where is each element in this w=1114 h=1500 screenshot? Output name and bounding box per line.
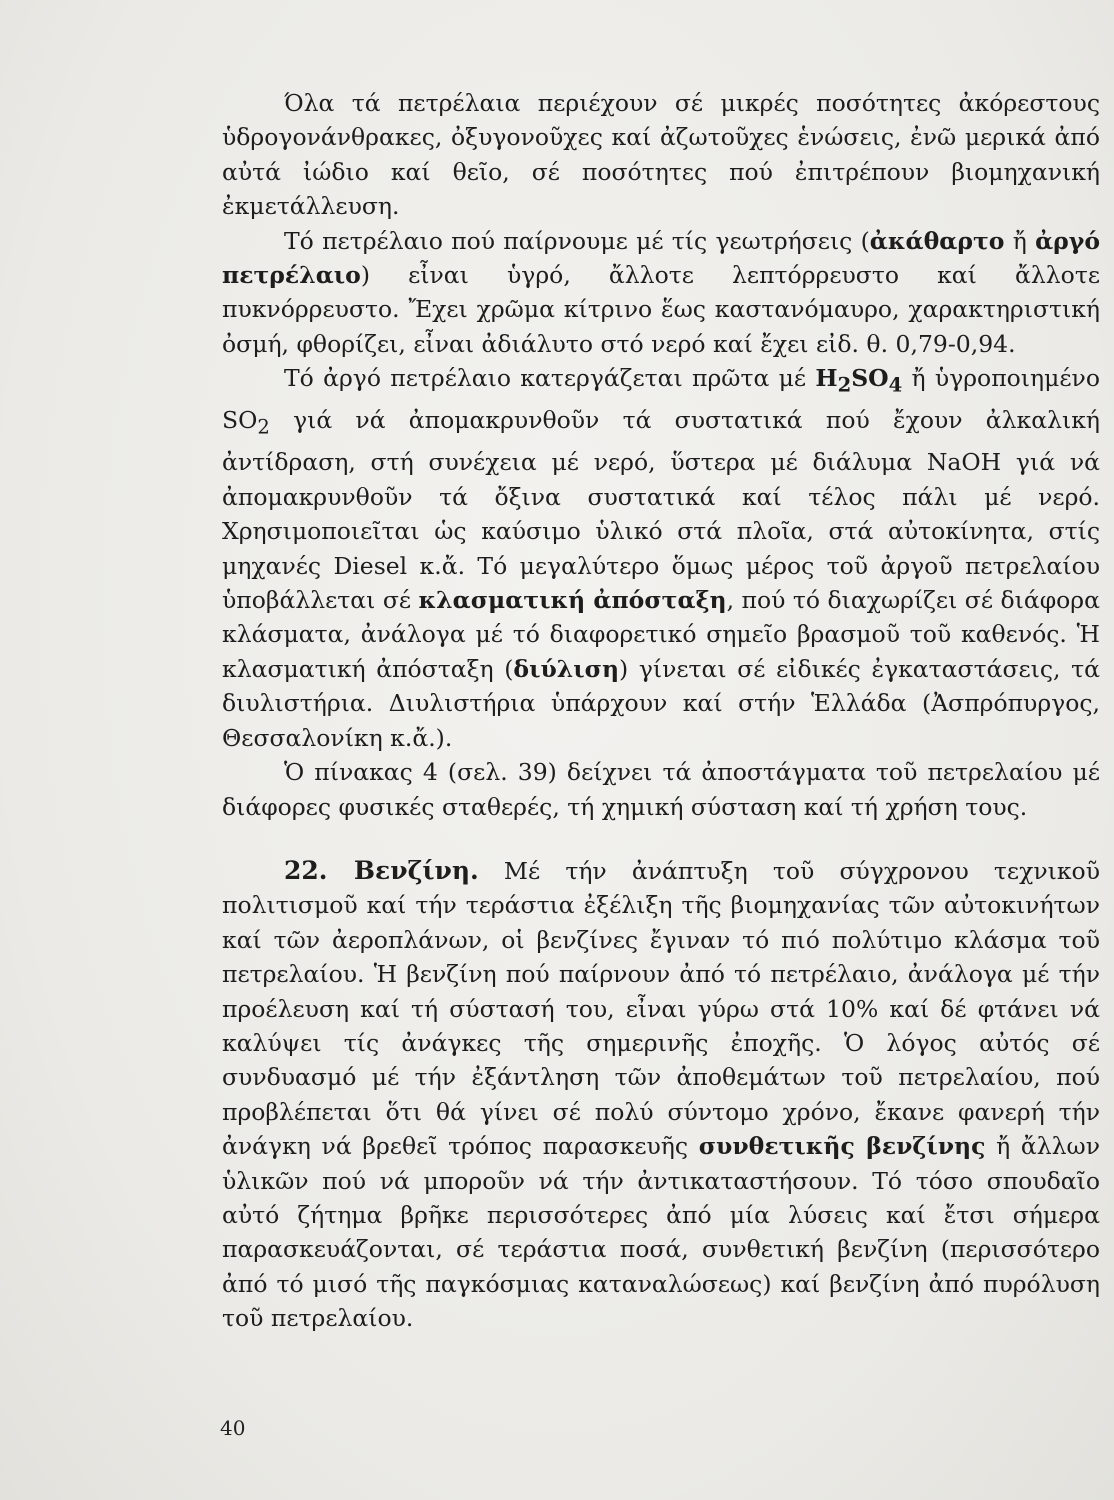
section-heading: 22. Βενζίνη. — [284, 855, 479, 885]
formula-so2-sub-2: 2 — [257, 416, 270, 440]
paragraph-2-text-b: ἤ — [1004, 226, 1036, 255]
formula-so2-so: SO — [222, 406, 258, 435]
paragraph-2 — [222, 224, 1100, 362]
formula-h2so4-sub-2: 2 — [837, 373, 852, 397]
term-synthetikis-venzinis: συνθετικῆς βενζίνης — [698, 1132, 986, 1161]
paragraph-4 — [222, 755, 1100, 824]
section-22 — [222, 854, 1100, 1336]
formula-h2so4-h: H — [815, 364, 838, 393]
paragraph-3-text-c: γιά νά ἀπομακρυνθοῦν τά συστατικά πού ἔχουν ἀλκαλική ἀντίδραση, στή συνέχεια μέ νερό, ὕστερα μέ διάλυμα NaOH γιά νά ἀπομακρυνθοῦν τά ὄξινα συστατικά καί τέλος πάλι μέ νερό. Χρησιμοποιεῖται ὡς καύσιμο ὑλικό στά πλοῖα, στά αὐτοκίνητα, στίς μηχανές Diesel κ.ἄ. Τό μεγαλύτερο ὅμως μέρος τοῦ ἀργοῦ πετρελαίου ὑποβάλλεται σέ — [222, 406, 1100, 615]
paragraph-3 — [222, 361, 1100, 755]
paragraph-2-text-a: Τό πετρέλαιο πού παίρνουμε μέ τίς γεωτρήσεις ( — [284, 226, 870, 255]
paragraph-1-text: Όλα τά πετρέλαια περιέχουν σέ μικρές ποσότητες ἀκόρεστους ὑδρογονάνθρακες, ὀξυγονοῦχες καί ἀζωτοῦχες ἑνώσεις, ἐνῶ μερικά ἀπό αὐτά ἰώδιο καί θεῖο, σέ ποσότητες πού ἐπιτρέπουν βιομηχανική ἐκμετάλλευση. — [222, 89, 1100, 221]
formula-h2so4-sub-4: 4 — [888, 373, 903, 397]
term-akatharto: ἀκάθαρτο — [869, 226, 1005, 255]
paragraph-3-text-e: ) γίνεται σέ εἰδικές ἐγκαταστάσεις, τά διυλιστήρια. Διυλιστήρια ὑπάρχουν καί στήν Ἑλλάδα (Ἀσπρόπυργος, Θεσσαλονίκη κ.ἄ.). — [222, 654, 1100, 752]
term-klasmatiki-apostaxi: κλασματική ἀπόσταξη — [418, 586, 727, 615]
section-22-text-b: ἤ ἄλλων ὑλικῶν πού νά μποροῦν νά τήν ἀντικαταστήσουν. Τό τόσο σπουδαῖο αὐτό ζήτημα βρῆκε περισσότερες ἀπό μία λύσεις καί ἔτσι σήμερα παρασκευάζονται, σέ τεράστια ποσά, συνθετική βενζίνη (περισσότερο ἀπό τό μισό τῆς παγκόσμιας καταναλώσεως) καί βενζίνη ἀπό πυρόλυση τοῦ πετρελαίου. — [222, 1132, 1100, 1333]
paragraph-1 — [222, 86, 1100, 224]
term-diylisi: διύλιση — [513, 654, 620, 683]
formula-so2 — [222, 406, 270, 440]
paragraph-4-text: Ὁ πίνακας 4 (σελ. 39) δείχνει τά ἀποστάγματα τοῦ πετρελαίου μέ διάφορες φυσικές σταθερές, τή χημική σύσταση καί τή χρήση τους. — [222, 758, 1100, 821]
formula-h2so4 — [815, 364, 903, 397]
paragraph-3-text-d: , πού τό διαχωρίζει σέ διάφορα κλάσματα, ἀνάλογα μέ τό διαφορετικό σημεῖο βρασμοῦ τοῦ καθενός. Ἡ κλασματική ἀπόσταξη ( — [222, 586, 1100, 683]
body-text — [222, 86, 1100, 1336]
paragraph-2-text-c: ) εἶναι ὑγρό, ἄλλοτε λεπτόρρευστο καί ἄλλοτε πυκνόρρευστο. Ἔχει χρῶμα κίτρινο ἕως καστανόμαυρο, χαρακτηριστική ὀσμή, φθορίζει, εἶναι ἀδιάλυτο στό νερό καί ἔχει εἰδ. θ. 0,79-0,94. — [222, 261, 1100, 358]
term-argo-petrelaio: ἀργό πετρέλαιο — [222, 226, 1100, 290]
paragraph-3-text-b: ἤ ὑγροποιημένο — [902, 364, 1100, 393]
page-number: 40 — [220, 1416, 246, 1440]
paragraph-3-text-a: Τό ἀργό πετρέλαιο κατεργάζεται πρῶτα μέ — [284, 364, 816, 393]
section-22-text-a: Μέ τήν ἀνάπτυξη τοῦ σύγχρονου τεχνικοῦ πολιτισμοῦ καί τήν τεράστια ἐξέλιξη τῆς βιομηχανίας τῶν αὐτοκινήτων καί τῶν ἀεροπλάνων, οἱ βενζίνες ἔγιναν τό πιό πολύτιμο κλάσμα τοῦ πετρελαίου. Ἡ βενζίνη πού παίρνουν ἀπό τό πετρέλαιο, ἀνάλογα μέ τήν προέλευση καί τή σύστασή του, εἶναι γύρω στά 10% καί δέ φτάνει νά καλύψει τίς ἀνάγκες τῆς σημερινῆς ἐποχῆς. Ὁ λόγος αὐτός σέ συνδυασμό μέ τήν ἐξάντληση τῶν ἀποθεμάτων τοῦ πετρελαίου, πού προβλέπεται ὅτι θά γίνει σέ πολύ σύντομο χρόνο, ἔκανε φανερή τήν ἀνάγκη νά βρεθεῖ τρόπος παρασκευῆς — [222, 856, 1100, 1161]
formula-h2so4-so: SO — [851, 364, 889, 393]
